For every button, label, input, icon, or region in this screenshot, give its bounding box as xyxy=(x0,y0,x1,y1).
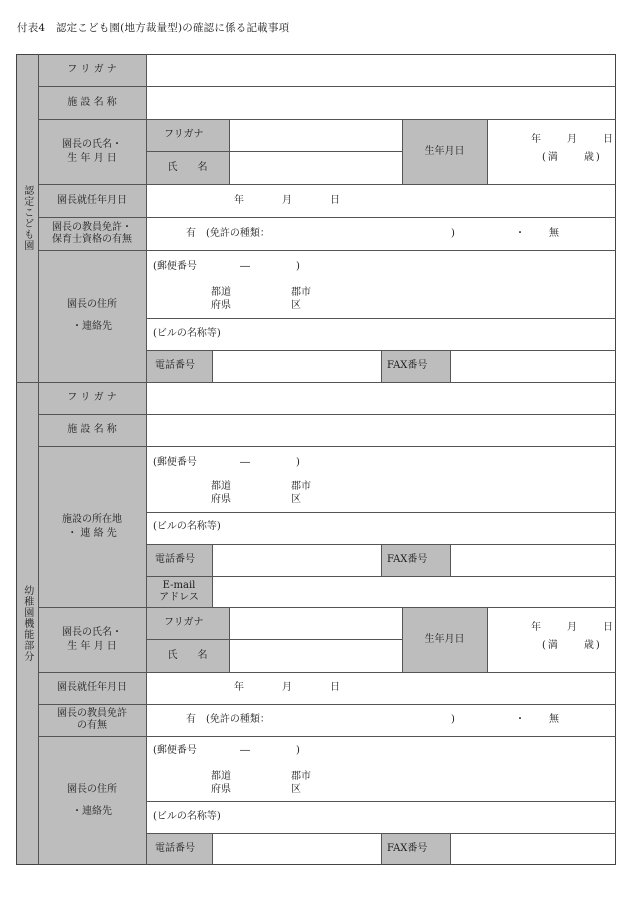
menkyo-close: ) xyxy=(451,228,455,239)
birth-date-value: 年 月 日 xyxy=(531,134,615,145)
label-menkyo-line2: 保育士資格の有無 xyxy=(52,233,132,245)
label-menkyo-line1: 園長の教員免許・ xyxy=(52,221,132,233)
label-denwa-2: 電話番号 xyxy=(146,544,212,576)
menkyo-dot-2: ・ xyxy=(515,714,525,725)
label-address-2-line1: 園長の住所 xyxy=(67,783,117,795)
denwa-input-3[interactable] xyxy=(213,834,380,864)
label-sub-shimei: 氏 名 xyxy=(146,151,229,184)
encho-furigana-input-2[interactable] xyxy=(230,608,401,638)
shozaichi-gunshi-2: 区 xyxy=(291,494,301,505)
address2-yubin: (郵便番号 xyxy=(153,745,197,756)
v3 xyxy=(487,119,488,184)
address-yubin-dash: ― xyxy=(240,261,250,272)
denwa-input[interactable] xyxy=(213,351,380,381)
label-email-line1: E-mail xyxy=(162,580,196,591)
email-input[interactable] xyxy=(213,577,615,606)
menkyo-dot: ・ xyxy=(515,228,525,239)
address2-biru: (ビルの名称等) xyxy=(153,811,221,822)
shozaichi-yubin-dash: ― xyxy=(240,457,250,468)
label-shisetsu-meisho: 施 設 名 称 xyxy=(38,86,146,119)
shozaichi-yubin: (郵便番号 xyxy=(153,457,197,468)
h16 xyxy=(38,672,616,673)
birth-date-value-2: 年 月 日 xyxy=(531,622,615,633)
label-encho-name-line1: 園長の氏名・ xyxy=(62,139,122,150)
address-todofuken-1: 都道 xyxy=(211,287,231,298)
label-sub-furigana: フリガナ xyxy=(146,119,229,151)
shozaichi-gunshi-1: 郡市 xyxy=(291,481,311,492)
label-menkyo-2-line2: の有無 xyxy=(77,720,107,731)
label-denwa: 電話番号 xyxy=(146,350,212,382)
address2-todofuken-1: 都道 xyxy=(211,771,231,782)
h17 xyxy=(38,704,616,705)
birth-age-value: (満 歳) xyxy=(542,152,602,163)
label-seinengappi-2: 生年月日 xyxy=(402,607,487,672)
encho-shimei-input-2[interactable] xyxy=(230,640,401,671)
label-fax-2: FAX番号 xyxy=(381,544,450,576)
shisetsu-meisho-input-2[interactable] xyxy=(147,415,615,445)
address2-gunshi-2: 区 xyxy=(291,784,301,795)
h19 xyxy=(146,801,616,802)
encho-shimei-input[interactable] xyxy=(230,152,401,183)
address-gunshi-2: 区 xyxy=(291,300,301,311)
label-encho-name-line2: 生 年 月 日 xyxy=(67,152,117,164)
section-label-nintei-text: 認定こども園 xyxy=(21,185,33,251)
label-shisetsu-meisho-2: 施 設 名 称 xyxy=(38,414,146,446)
fax-input-3[interactable] xyxy=(451,834,615,864)
menkyo-nashi: 無 xyxy=(549,228,559,239)
document-title: 付表4 認定こども園(地方裁量型)の確認に係る記載事項 xyxy=(17,22,290,34)
menkyo-close-2: ) xyxy=(451,714,455,725)
label-furigana: フ リ ガ ナ xyxy=(38,54,146,86)
shozaichi-todofuken-2: 府県 xyxy=(211,494,231,505)
label-address-2-line2: ・連絡先 xyxy=(72,805,112,817)
label-encho-name-2-line2: 生 年 月 日 xyxy=(67,640,117,652)
section-label-youchien-text: 幼稚園機能部分 xyxy=(21,585,33,662)
address2-yubin-close: ) xyxy=(296,745,300,756)
v2 xyxy=(402,119,403,184)
h5 xyxy=(38,217,616,218)
shozaichi-todofuken-1: 都道 xyxy=(211,481,231,492)
label-sub-shimei-2: 氏 名 xyxy=(146,639,229,672)
h6 xyxy=(38,250,616,251)
shozaichi-biru: (ビルの名称等) xyxy=(153,521,221,532)
label-shunin: 園長就任年月日 xyxy=(38,184,146,217)
label-address-line2: ・連絡先 xyxy=(72,321,112,332)
encho-furigana-input[interactable] xyxy=(230,120,401,150)
address2-yubin-dash: ― xyxy=(240,745,250,756)
label-shozaichi-line2: ・ 連 絡 先 xyxy=(67,527,117,539)
label-sub-furigana-2: フリガナ xyxy=(146,607,229,639)
address-gunshi-1: 郡市 xyxy=(291,287,311,298)
shozaichi-yubin-close: ) xyxy=(296,457,300,468)
label-fax: FAX番号 xyxy=(381,350,450,382)
v-sec xyxy=(38,54,39,865)
address2-todofuken-2: 府県 xyxy=(211,784,231,795)
menkyo-ari-2: 有 xyxy=(186,714,196,725)
address-biru: (ビルの名称等) xyxy=(153,328,221,339)
v5 xyxy=(381,350,382,382)
fax-input-2[interactable] xyxy=(451,545,615,575)
label-email-line2: アドレス xyxy=(159,591,199,603)
address2-gunshi-1: 郡市 xyxy=(291,771,311,782)
address-yubin-close: ) xyxy=(296,261,300,272)
v12 xyxy=(487,607,488,672)
h11 xyxy=(146,512,616,513)
label-fax-3: FAX番号 xyxy=(381,833,450,865)
v14 xyxy=(381,833,382,865)
h10 xyxy=(38,446,616,447)
label-furigana-2: フ リ ガ ナ xyxy=(38,382,146,414)
label-address-line1: 園長の住所 xyxy=(67,299,117,310)
address-yubin: (郵便番号 xyxy=(153,261,197,272)
h18 xyxy=(38,736,616,737)
fax-input[interactable] xyxy=(451,351,615,381)
menkyo-ari: 有 xyxy=(186,228,196,239)
menkyo-shurui: (免許の種類： xyxy=(206,228,270,239)
denwa-input-2[interactable] xyxy=(213,545,380,575)
label-shunin-2: 園長就任年月日 xyxy=(38,672,146,704)
v-label xyxy=(146,54,147,865)
label-encho-name-2-line1: 園長の氏名・ xyxy=(62,627,122,638)
shunin-date-value-2: 年 月 日 xyxy=(234,682,342,693)
h7 xyxy=(146,318,616,319)
label-menkyo-2-line1: 園長の教員免許 xyxy=(57,708,127,719)
shisetsu-meisho-input[interactable] xyxy=(147,87,615,118)
menkyo-shurui-2: (免許の種類： xyxy=(206,714,270,725)
v8 xyxy=(381,544,382,576)
v11 xyxy=(402,607,403,672)
label-seinengappi: 生年月日 xyxy=(402,119,487,184)
furigana-input[interactable] xyxy=(147,55,615,85)
shunin-date-value: 年 月 日 xyxy=(234,195,342,206)
label-shozaichi-line1: 施設の所在地 xyxy=(62,514,122,525)
label-denwa-3: 電話番号 xyxy=(146,833,212,865)
menkyo-nashi-2: 無 xyxy=(549,714,559,725)
birth-age-value-2: (満 歳) xyxy=(542,640,602,651)
h4 xyxy=(38,184,616,185)
furigana-input-2[interactable] xyxy=(147,383,615,413)
address-todofuken-2: 府県 xyxy=(211,300,231,311)
